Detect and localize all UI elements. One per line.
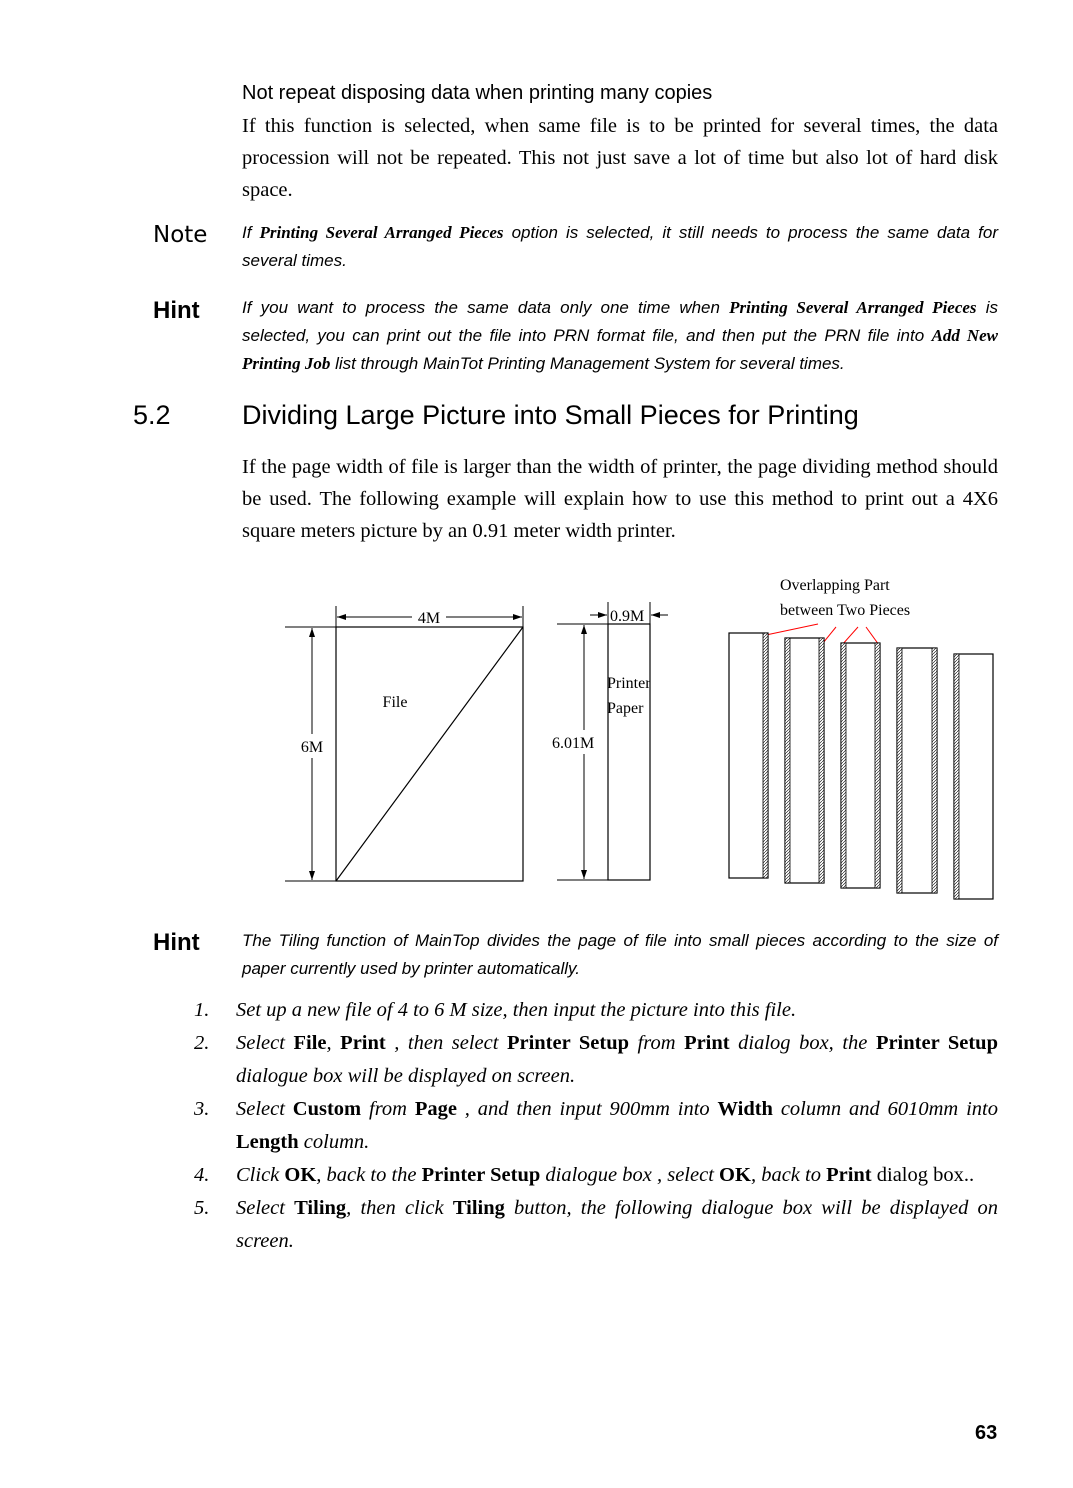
arrow-down-icon xyxy=(309,871,315,880)
step-italic-text: from xyxy=(629,1032,685,1054)
step-italic-text: Select xyxy=(236,1098,293,1120)
paper-label-2: Paper xyxy=(607,700,644,717)
step-italic-text: Click xyxy=(236,1164,285,1186)
step-text xyxy=(236,999,796,1021)
paper-width-label: 0.9M xyxy=(610,608,645,625)
file-width-label: 4M xyxy=(417,610,441,627)
overlap-pointer-1 xyxy=(766,624,818,635)
arrow-left-icon xyxy=(651,612,660,618)
paper-height-label: 6.01M xyxy=(552,735,595,752)
step-bold-term: Page xyxy=(414,1098,457,1120)
step-item xyxy=(194,1027,998,1093)
arrow-right-icon xyxy=(513,614,522,620)
paper-rectangle xyxy=(608,624,650,880)
step-italic-text: Select xyxy=(236,1197,295,1219)
step-italic-text: , then click xyxy=(346,1197,453,1219)
hint-text-2: The Tiling function of MainTop divides the page of file into small pieces according to the size of paper currently used by printer automatically. xyxy=(242,931,998,978)
step-bold-term: Print xyxy=(340,1032,386,1054)
piece-2 xyxy=(785,638,824,883)
step-italic-text: , back to the xyxy=(316,1164,422,1186)
hint-text-bold-2: Add New Printing Job xyxy=(242,326,998,373)
arrow-right-icon xyxy=(598,612,607,618)
step-text xyxy=(236,1197,998,1252)
note-text-post: option is selected, it still needs to process the same data for several times. xyxy=(242,223,998,270)
step-number: 4. xyxy=(194,1164,210,1186)
step-bold-term: Printer Setup xyxy=(421,1164,541,1186)
step-text xyxy=(236,1098,998,1153)
tiling-diagram xyxy=(0,560,1073,900)
paper-drawing xyxy=(552,602,668,880)
note-text xyxy=(242,219,998,275)
step-plain-text: dialog box.. xyxy=(871,1164,975,1186)
arrow-up-icon xyxy=(309,628,315,637)
section-paragraph: If the page width of file is larger than the width of printer, the page dividing method should be used. The following example will explain how to use this method to print out a 4X6 square meters picture by an 0.91 meter width printer. xyxy=(242,456,998,542)
hint-label-2: Hint xyxy=(153,929,200,956)
hint-text-pre: If you want to process the same data only one time when xyxy=(242,298,730,317)
step-italic-text: , and then input 900mm into xyxy=(456,1098,718,1120)
step-bold-term: Printer Setup xyxy=(506,1032,630,1054)
step-number: 2. xyxy=(194,1032,210,1054)
step-item xyxy=(194,994,998,1027)
overlap-pointer-2 xyxy=(823,627,836,643)
step-italic-text: column and 6010mm into xyxy=(772,1098,998,1120)
step-bold-term: Tiling xyxy=(452,1197,505,1219)
note-text-bold: Printing Several Arranged Pieces xyxy=(259,223,504,242)
piece-3 xyxy=(841,643,880,888)
overlap-pointer-4 xyxy=(866,627,879,645)
section-number: 5.2 xyxy=(133,400,171,430)
tiled-pieces xyxy=(729,633,993,899)
arrow-left-icon xyxy=(337,614,346,620)
step-italic-text: Select xyxy=(236,1032,294,1054)
file-diagonal xyxy=(336,627,523,881)
hint-text-bold-1: Printing Several Arranged Pieces xyxy=(729,298,977,317)
step-italic-text: , xyxy=(326,1032,341,1054)
piece-4 xyxy=(897,648,937,893)
hint-text xyxy=(242,294,998,378)
page-number: 63 xyxy=(975,1422,998,1444)
file-height-label: 6M xyxy=(300,739,324,756)
step-bold-term: OK xyxy=(719,1164,751,1186)
hint-text-mid: is selected, you can print out the file into PRN format file, and then put the PRN file into xyxy=(242,298,998,345)
section-title: Dividing Large Picture into Small Pieces for Printing xyxy=(242,400,859,430)
overlap-pointer-3 xyxy=(842,627,858,645)
step-item xyxy=(194,1159,998,1192)
step-number: 1. xyxy=(194,999,210,1021)
overlap-label-2: between Two Pieces xyxy=(780,602,911,619)
step-italic-text: dialog box, the xyxy=(729,1032,876,1054)
paper-label-1: Printer xyxy=(607,675,651,692)
steps-list xyxy=(194,994,999,1258)
subheading-not-repeat: Not repeat disposing data when printing many copies xyxy=(242,82,713,104)
step-text xyxy=(236,1164,974,1186)
step-bold-term: Tiling xyxy=(294,1197,347,1219)
step-bold-term: Custom xyxy=(292,1098,362,1120)
step-bold-term: Print xyxy=(826,1164,872,1186)
hint-text-post: list through MainTot Printing Management System for several times. xyxy=(330,354,845,373)
hint-label: Hint xyxy=(153,297,200,324)
step-text xyxy=(236,1032,998,1087)
step-bold-term: Print xyxy=(684,1032,730,1054)
arrow-up-icon xyxy=(581,625,587,634)
step-number: 3. xyxy=(194,1098,210,1120)
step-italic-text: dialogue box , select xyxy=(540,1164,720,1186)
piece-1 xyxy=(729,633,768,878)
note-text-pre: If xyxy=(242,223,260,242)
step-item xyxy=(194,1192,999,1258)
step-bold-term: Printer Setup xyxy=(875,1032,998,1054)
piece-5 xyxy=(954,654,993,899)
step-bold-term: Width xyxy=(717,1098,773,1120)
step-italic-text: , back to xyxy=(750,1164,827,1186)
step-italic-text: , then select xyxy=(385,1032,507,1054)
note-label: Note xyxy=(153,222,208,248)
step-number: 5. xyxy=(194,1197,210,1219)
step-italic-text: button, the following dialogue box will be displayed on screen. xyxy=(236,1197,999,1252)
step-bold-term: Length xyxy=(236,1131,299,1153)
file-drawing xyxy=(285,606,523,881)
step-italic-text: dialogue box will be displayed on screen. xyxy=(236,1065,576,1087)
step-italic-text: column. xyxy=(298,1131,370,1153)
file-label: File xyxy=(382,694,408,711)
step-bold-term: File xyxy=(293,1032,327,1054)
overlap-label-1: Overlapping Part xyxy=(780,577,890,594)
step-italic-text: from xyxy=(361,1098,415,1120)
arrow-down-icon xyxy=(581,870,587,879)
paragraph-not-repeat: If this function is selected, when same file is to be printed for several times, the data procession will not be repeated. This not just save a lot of time but also lot of hard disk space. xyxy=(242,115,998,201)
step-item xyxy=(194,1093,998,1159)
step-italic-text: Set up a new file of 4 to 6 M size, then input the picture into this file. xyxy=(236,999,797,1021)
step-bold-term: OK xyxy=(284,1164,317,1186)
